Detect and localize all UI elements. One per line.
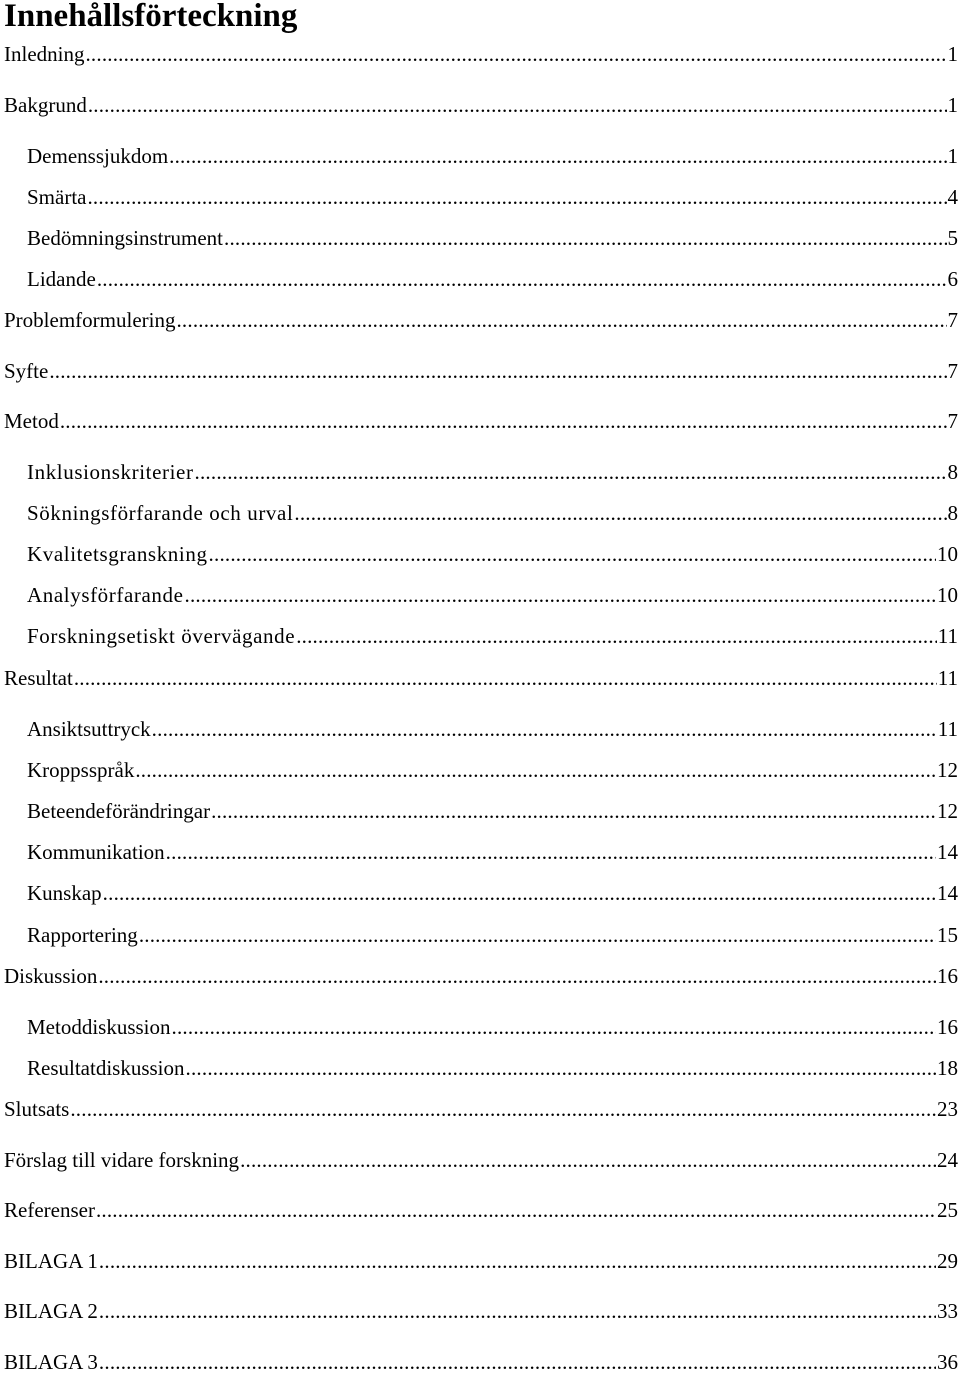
toc-entry-page: 24	[937, 1147, 960, 1173]
toc-entry-label: Förslag till vidare forskning	[4, 1147, 239, 1173]
toc-entry-lidande[interactable]	[0, 266, 960, 292]
dot-leader	[166, 839, 936, 865]
dot-leader	[294, 500, 946, 526]
toc-entry-label: Metoddiskussion	[27, 1014, 171, 1040]
toc-entry-demenssjukdom[interactable]	[0, 143, 960, 169]
dot-leader	[88, 92, 947, 118]
dot-leader	[85, 41, 946, 67]
toc-entry-label: BILAGA 2	[4, 1298, 98, 1324]
toc-entry-page: 11	[938, 623, 960, 649]
toc-entry-label: Smärta	[27, 184, 86, 210]
toc-entry-page: 15	[937, 922, 960, 948]
toc-entry-bilaga-2[interactable]	[0, 1298, 960, 1324]
toc-entry-label: Demenssjukdom	[27, 143, 168, 169]
dot-leader	[99, 1248, 936, 1274]
toc-entry-page: 25	[937, 1197, 960, 1223]
toc-entry-page: 12	[937, 798, 960, 824]
toc-entry-kommunikation[interactable]	[0, 839, 960, 865]
toc-entry-label: BILAGA 1	[4, 1248, 98, 1274]
toc-entry-label: Inklusionskriterier	[27, 459, 194, 485]
toc-entry-resultat[interactable]	[0, 665, 960, 691]
toc-entry-label: Bakgrund	[4, 92, 87, 118]
toc-entry-page: 23	[937, 1096, 960, 1122]
toc-entry-page: 16	[937, 963, 960, 989]
toc-entry-page: 7	[948, 358, 960, 384]
toc-entry-label: Referenser	[4, 1197, 95, 1223]
toc-entry-beteendeforandringar[interactable]	[0, 798, 960, 824]
toc-entry-label: Slutsats	[4, 1096, 69, 1122]
dot-leader	[176, 307, 946, 333]
dot-leader	[172, 1014, 936, 1040]
dot-leader	[49, 358, 946, 384]
toc-entry-referenser[interactable]	[0, 1197, 960, 1223]
toc-entry-label: Resultat	[4, 665, 73, 691]
toc-entry-syfte[interactable]	[0, 358, 960, 384]
toc-entry-page: 36	[937, 1349, 960, 1375]
dot-leader	[99, 1349, 936, 1375]
dot-leader	[60, 408, 947, 434]
toc-entry-label: Inledning	[4, 41, 84, 67]
dot-leader	[87, 184, 946, 210]
toc-entry-page: 11	[938, 665, 960, 691]
toc-entry-label: Problemformulering	[4, 307, 175, 333]
dot-leader	[135, 757, 936, 783]
page-title: Innehållsförteckning	[4, 0, 297, 38]
toc-entry-slutsats[interactable]	[0, 1096, 960, 1122]
toc-entry-kroppssprak[interactable]	[0, 757, 960, 783]
toc-entry-label: Resultatdiskussion	[27, 1055, 185, 1081]
toc-entry-label: Analysförfarande	[27, 582, 184, 608]
toc-entry-page: 1	[948, 41, 960, 67]
toc-entry-bilaga-1[interactable]	[0, 1248, 960, 1274]
toc-entry-bakgrund[interactable]	[0, 92, 960, 118]
dot-leader	[152, 716, 937, 742]
toc-entry-page: 7	[948, 307, 960, 333]
toc-entry-label: Beteendeförändringar	[27, 798, 210, 824]
toc-entry-page: 16	[937, 1014, 960, 1040]
toc-entry-page: 29	[937, 1248, 960, 1274]
dot-leader	[139, 922, 936, 948]
toc-entry-label: Sökningsförfarande och urval	[27, 500, 293, 526]
toc-entry-page: 14	[937, 880, 960, 906]
toc-entry-label: Syfte	[4, 358, 48, 384]
toc-entry-page: 10	[937, 582, 960, 608]
toc-entry-sokningsforfarande[interactable]	[0, 500, 960, 526]
toc-entry-label: Lidande	[27, 266, 96, 292]
toc-entry-forskningsetiskt[interactable]	[0, 623, 960, 649]
toc-entry-page: 7	[948, 408, 960, 434]
toc-entry-label: Bedömningsinstrument	[27, 225, 223, 251]
toc-entry-label: Kroppsspråk	[27, 757, 134, 783]
toc-entry-page: 4	[948, 184, 960, 210]
toc-entry-page: 33	[937, 1298, 960, 1324]
dot-leader	[97, 266, 947, 292]
toc-entry-rapportering[interactable]	[0, 922, 960, 948]
toc-entry-label: BILAGA 3	[4, 1349, 98, 1375]
dot-leader	[195, 459, 947, 485]
toc-entry-page: 10	[937, 541, 960, 567]
dot-leader	[169, 143, 946, 169]
dot-leader	[186, 1055, 936, 1081]
dot-leader	[103, 880, 936, 906]
toc-entry-ansiktsuttryck[interactable]	[0, 716, 960, 742]
toc-entry-kunskap[interactable]	[0, 880, 960, 906]
toc-entry-page: 11	[938, 716, 960, 742]
toc-entry-label: Kommunikation	[27, 839, 165, 865]
toc-entry-label: Kunskap	[27, 880, 102, 906]
toc-entry-forslag[interactable]	[0, 1147, 960, 1173]
toc-entry-label: Rapportering	[27, 922, 138, 948]
toc-entry-problemformulering[interactable]	[0, 307, 960, 333]
toc-entry-diskussion[interactable]	[0, 963, 960, 989]
toc-entry-label: Kvalitetsgranskning	[27, 541, 208, 567]
dot-leader	[99, 1298, 936, 1324]
dot-leader	[296, 623, 937, 649]
dot-leader	[240, 1147, 936, 1173]
toc-entry-page: 5	[948, 225, 960, 251]
toc-entry-page: 1	[948, 92, 960, 118]
toc-entry-page: 8	[948, 500, 960, 526]
toc-entry-bedomningsinstrument[interactable]	[0, 225, 960, 251]
toc-entry-inledning[interactable]	[0, 41, 960, 67]
dot-leader	[98, 963, 936, 989]
toc-entry-page: 8	[948, 459, 960, 485]
dot-leader	[224, 225, 947, 251]
toc-entry-kvalitetsgranskning[interactable]	[0, 541, 960, 567]
toc-entry-metoddiskussion[interactable]	[0, 1014, 960, 1040]
toc-entry-page: 6	[948, 266, 960, 292]
dot-leader	[211, 798, 936, 824]
dot-leader	[185, 582, 936, 608]
toc-entry-resultatdiskussion[interactable]	[0, 1055, 960, 1081]
toc-entry-label: Diskussion	[4, 963, 97, 989]
toc-entry-page: 1	[948, 143, 960, 169]
toc-entry-page: 12	[937, 757, 960, 783]
toc-entry-page: 18	[937, 1055, 960, 1081]
toc-entry-bilaga-3[interactable]	[0, 1349, 960, 1375]
dot-leader	[96, 1197, 936, 1223]
toc-entry-page: 14	[937, 839, 960, 865]
toc-entry-smarta[interactable]	[0, 184, 960, 210]
toc-entry-label: Forskningsetiskt övervägande	[27, 623, 295, 649]
toc-entry-label: Metod	[4, 408, 59, 434]
dot-leader	[74, 665, 937, 691]
toc-entry-label: Ansiktsuttryck	[27, 716, 151, 742]
toc-entry-inklusionskriterier[interactable]	[0, 459, 960, 485]
toc-entry-analysforfarande[interactable]	[0, 582, 960, 608]
dot-leader	[70, 1096, 936, 1122]
dot-leader	[209, 541, 936, 567]
toc-entry-metod[interactable]	[0, 408, 960, 434]
